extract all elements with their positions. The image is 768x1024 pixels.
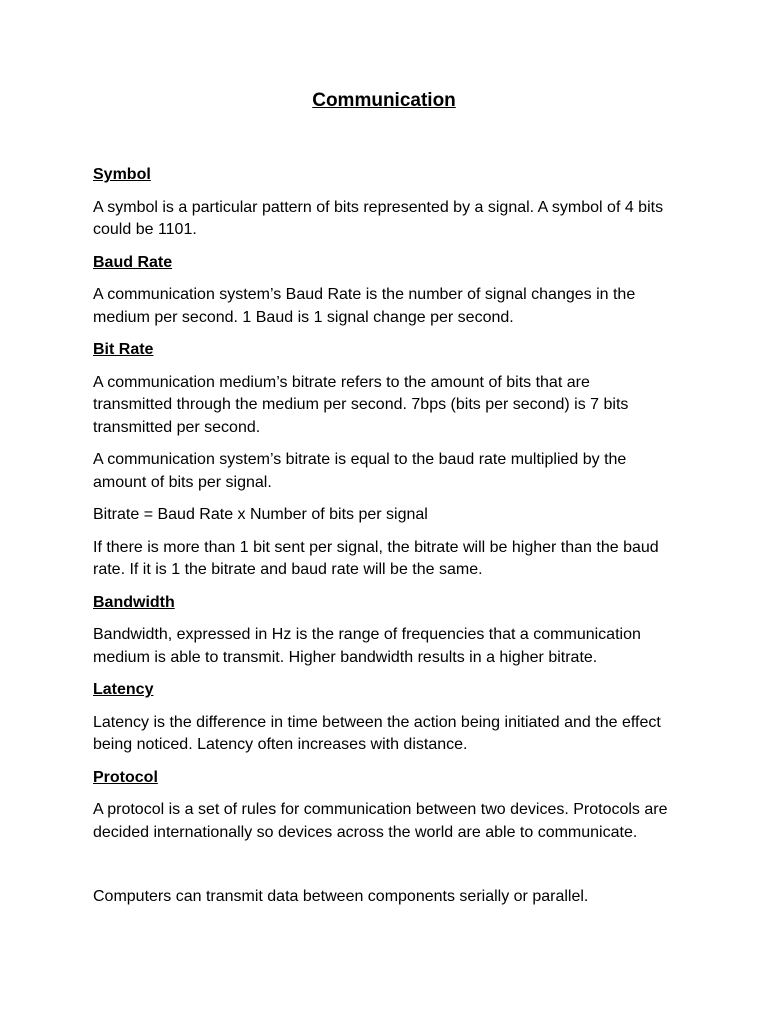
closing-paragraph: Computers can transmit data between components serially or parallel. bbox=[93, 888, 589, 905]
bit-rate-paragraph-1: A communication medium’s bitrate refers to the amount of bits that are transmitted through the medium per second. 7bps (bits per second) is 7 bits transmitted per second. bbox=[93, 373, 629, 436]
section-heading-bandwidth: Bandwidth bbox=[93, 593, 175, 611]
protocol-paragraph: A protocol is a set of rules for communication between two devices. Protocols are decided internationally so devices across the world are able to communicate. bbox=[93, 801, 668, 841]
latency-paragraph: Latency is the difference in time between the action being initiated and the effect being noticed. Latency often increases with distance. bbox=[93, 713, 661, 753]
baud-rate-paragraph: A communication system’s Baud Rate is the number of signal changes in the medium per second. 1 Baud is 1 signal change per second. bbox=[93, 286, 636, 326]
bit-rate-paragraph-2: A communication system’s bitrate is equal to the baud rate multiplied by the amount of bits per signal. bbox=[93, 451, 627, 491]
bandwidth-paragraph: Bandwidth, expressed in Hz is the range of frequencies that a communication medium is able to transmit. Higher bandwidth results in a higher bitrate. bbox=[93, 626, 641, 666]
bitrate-formula: Bitrate = Baud Rate x Number of bits per signal bbox=[93, 506, 428, 523]
section-heading-latency: Latency bbox=[93, 681, 154, 698]
document-body bbox=[93, 164, 673, 919]
blank-line bbox=[93, 854, 673, 886]
symbol-paragraph: A symbol is a particular pattern of bits represented by a signal. A symbol of 4 bits could be 1101. bbox=[93, 198, 664, 238]
section-heading-bit-rate: Bit Rate bbox=[93, 341, 154, 358]
section-heading-baud-rate: Baud Rate bbox=[93, 253, 173, 271]
section-heading-protocol: Protocol bbox=[93, 768, 158, 786]
bit-rate-paragraph-3: If there is more than 1 bit sent per signal, the bitrate will be higher than the baud rate. If it is 1 the bitrate and baud rate will be the same. bbox=[93, 538, 659, 578]
page-title: Communication bbox=[312, 90, 456, 111]
section-heading-symbol: Symbol bbox=[93, 166, 151, 183]
